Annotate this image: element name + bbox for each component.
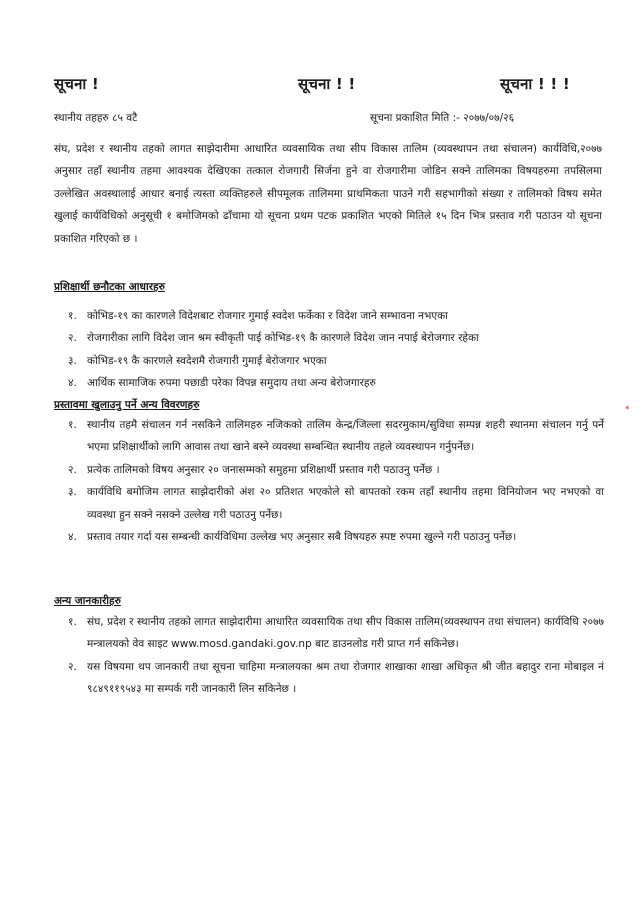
- addressee-note: स्थानीय तहहरु ८५ वटै: [54, 112, 138, 124]
- list-item-number: ३.: [68, 486, 77, 499]
- list-item-text: यस विषयमा थप जानकारी तथा सूचना चाहिमा मन्त्रालयका श्रम तथा रोजगार शाखाका शाखा अधिकृत श्री जीत बहादुर राना मोबाइल नं ९८४९११९५४३ मा सम्पर्क गरी जानकारी लिन सकिनेछ ।: [87, 660, 604, 696]
- list-item: [54, 327, 604, 349]
- notice-heading-right: सूचना ! ! !: [500, 75, 570, 93]
- list-item-number: २.: [68, 660, 77, 673]
- list-item-number: २.: [68, 332, 77, 345]
- published-date: सूचना प्रकाशित मिति :- २०७७/०७/२६: [370, 112, 515, 124]
- list-item: [54, 350, 604, 372]
- list-item-text: कोभिड-१९ कै कारणले स्वदेशमै रोजगारी गुमाई बेरोजगार भएका: [87, 354, 327, 367]
- list-item: [54, 305, 604, 327]
- list-item-text: आर्थिक सामाजिक रुपमा पछाडी परेका विपन्न समुदाय तथा अन्य बेरोजगारहरु: [87, 377, 376, 390]
- list-item: [54, 481, 604, 526]
- list-item: [54, 611, 604, 656]
- list-item: [54, 372, 604, 394]
- notice-headings: [0, 74, 644, 98]
- list-item-number: ४.: [68, 531, 77, 544]
- list-item: [54, 526, 604, 548]
- list-item-number: ३.: [68, 354, 77, 367]
- section-proposal-details-title: प्रस्तावमा खुलाउनु पर्ने अन्य विवरणहरु: [54, 399, 200, 411]
- other-info-list: [54, 611, 604, 701]
- list-item-number: १.: [68, 616, 77, 628]
- intro-paragraph: संघ, प्रदेश र स्थानीय तहको लागत साझेदारीमा आधारित व्यवसायिक तथा सीप विकास तालिम (व्यवस्थापन तथा संचालन) कार्यविधि,२०७७ अनुसार तहाँ स्थानीय तहमा आवश्यक देखिएका तत्काल रोजगारी सिर्जना हुने वा रोजगारीमा जोडिन सक्ने तालिमका विषयहरुमा तपसिलमा उल्लेखित अवस्थालाई आधार बनाई त्यस्ता व्यक्तिहरुले सीपमूलक तालिममा प्राथमिकता पाउने गरी सहभागीको संख्या र तालिमको विषय समेत खुलाई कार्यविधिको अनुसूची १ बमोजिमको ढाँचामा यो सूचना प्रथम पटक प्रकाशित भएको मितिले १५ दिन भित्र प्रस्ताव गरी पठाउन यो सूचना प्रकाशित गरिएको छ ।: [54, 143, 602, 245]
- section-other-info-title: अन्य जानकारीहरु: [54, 595, 121, 607]
- list-item-text: कोभिड-१९ का कारणले विदेशबाट रोजगार गुमाई स्वदेश फर्केका र विदेश जाने सम्भावना नभएका: [87, 310, 448, 322]
- list-item: [54, 459, 604, 481]
- list-item-number: १.: [68, 419, 77, 431]
- red-ink-mark: *: [625, 405, 630, 415]
- notice-heading-center: सूचना ! !: [298, 75, 356, 93]
- list-item-number: ४.: [68, 377, 77, 390]
- list-item: [54, 656, 604, 701]
- list-item-text: रोजगारीका लागि विदेश जान श्रम स्वीकृती पाई कोभिड-१९ कै कारणले विदेश जान नपाई बेरोजगार रहेका: [87, 332, 479, 345]
- notice-heading-left: सूचना !: [54, 75, 99, 93]
- section-selection-criteria-title: प्रशिक्षार्थी छनौटका आधारहरु: [54, 281, 165, 293]
- list-item-text: संघ, प्रदेश र स्थानीय तहको लागत साझेदारीमा आधारित व्यवसायिक तथा सीप विकास तालिम(व्यवस्थापन तथा संचालन) कार्यविधि २०७७ मन्त्रालयको वेव साइट www.mosd.gandaki.gov.np बाट डाउनलोड गरी प्राप्त गर्न सकिनेछ।: [87, 616, 604, 651]
- selection-criteria-list: [54, 305, 604, 395]
- list-item-number: १.: [68, 310, 77, 322]
- list-item-text: प्रत्येक तालिमको विषय अनुसार २० जनासम्मको समुहमा प्रशिक्षार्थी प्रस्ताव गरी पठाउनु पर्नेछ ।: [87, 463, 440, 476]
- list-item-text: प्रस्ताव तयार गर्दा यस सम्बन्धी कार्यविधिमा उल्लेख भए अनुसार सबै विषयहरु स्पष्ट रुपमा खुल्ने गरी पठाउनु पर्नेछ।: [87, 531, 517, 544]
- list-item-text: कार्यविधि बमोजिम लागत साझेदारीको अंश २० प्रतिशत भएकोले सो बापतको रकम तहाँ स्थानीय तहमा विनियोजन भए नभएको वा व्यवस्था हुन सक्ने नसक्ने उल्लेख गरी पठाउनु पर्नेछ।: [87, 486, 604, 521]
- proposal-details-list: [54, 414, 604, 548]
- list-item: [54, 414, 604, 459]
- list-item-number: २.: [68, 463, 77, 476]
- list-item-text: स्थानीय तहमै संचालन गर्न नसकिने तालिमहरु नजिकको तालिम केन्द्र/जिल्ला सदरमुकाम/सुविधा सम्पन्न शहरी स्थानमा संचालन गर्नु पर्ने भएमा प्रशिक्षार्थीको लागि आवास तथा खाने बस्ने व्यवस्था सम्बन्धित स्थानीय तहले व्यवस्थापन गर्नुपर्नेछ।: [87, 419, 604, 454]
